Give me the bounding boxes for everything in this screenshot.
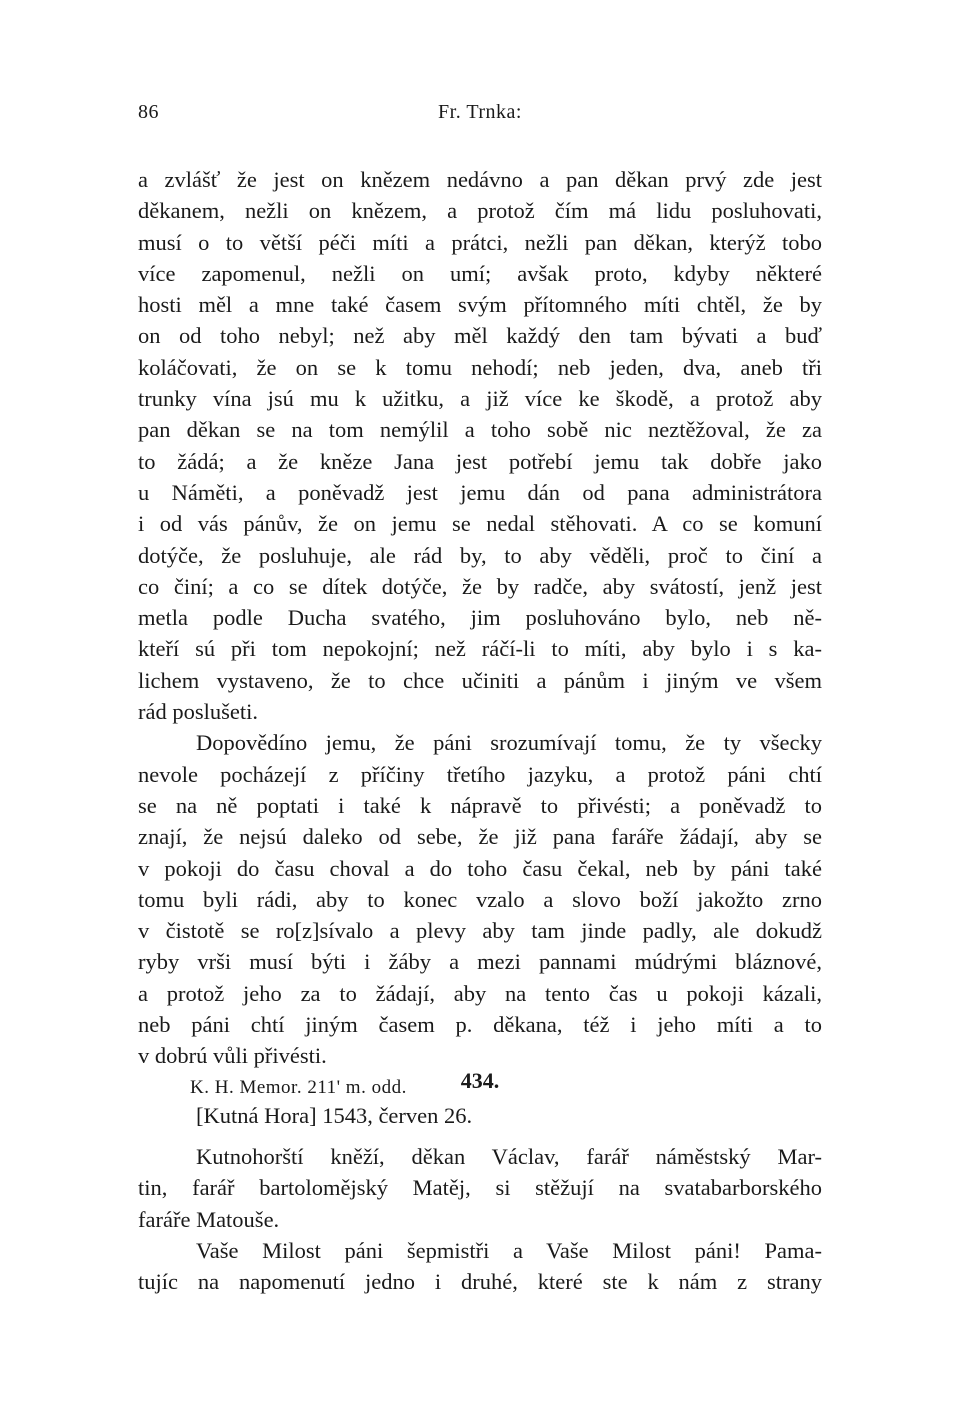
text-line: faráře Matouše. (138, 1206, 280, 1232)
text-line: on od toho nebyl; než aby měl každý den tam bývati a buď (138, 323, 822, 349)
text-line: děkanem, nežli on knězem, a protož čím má lidu posluhovati, (138, 198, 822, 224)
text-line: nevole pocházejí z příčiny třetího jazyku, a protož páni chtí (138, 761, 822, 787)
text-line: Kutnohorští kněží, děkan Václav, farář náměstský Mar- (196, 1144, 822, 1169)
running-title: Fr. Trnka: (438, 101, 522, 123)
text-line: Vaše Milost páni šepmistři a Vaše Milost páni! Pama- (196, 1237, 822, 1263)
text-line: lichem vystaveno, že to chce učiniti a pánům i jiným ve všem (138, 667, 822, 693)
text-line: v pokoji do času choval a do toho času čekal, neb by páni také (138, 855, 822, 881)
text-line: rád poslušeti. (138, 699, 258, 725)
text-line: znají, že nejsú daleko od sebe, že již pana faráře žádají, aby se (138, 824, 822, 850)
text-line: v dobrú vůli přivésti. (138, 1043, 327, 1069)
text-line: koláčovati, že on se k tomu nehodí; neb jeden, dva, aneb tři (138, 354, 822, 380)
text-line: tomu byli rádi, aby to konec vzalo a slovo boží jakožto zrno (138, 886, 822, 912)
text-line: metla podle Ducha svatého, jim posluhováno bylo, neb ně- (138, 605, 822, 631)
text-line: i od vás pánův, že on jemu se nedal stěhovati. A co se komuní (138, 511, 822, 537)
source-note: K. H. Memor. 211' m. odd. (190, 1076, 407, 1098)
text-line: a protož jeho za to žádají, aby na tento čas u pokoji kázali, (138, 980, 822, 1006)
paragraph-1 (138, 164, 822, 727)
text-line: dotýče, že posluhuje, ale rád by, to aby věděli, proč to činí a (138, 542, 822, 568)
paragraph-2 (138, 727, 822, 1071)
document-summary (138, 1141, 822, 1235)
text-line: tin, farář bartolomějský Matěj, si stěžují na svatabarborského (138, 1175, 822, 1201)
text-line: a zvlášť že jest on knězem nedávno a pan děkan prvý zde jest (138, 167, 822, 192)
text-line: Dopovědíno jemu, že páni srozumívají tomu, že ty všecky (196, 730, 822, 756)
text-line: kteří sú při tom nepokojní; než ráčí-li to míti, aby bylo i s ka- (138, 636, 822, 662)
document-number: 434. (460, 1068, 500, 1093)
main-text (138, 164, 822, 1103)
text-line: v čistotě se ro[z]sívalo a plevy aby tam jinde padly, ale dokudž (138, 918, 822, 944)
text-line: neb páni chtí jiným časem p. děkana, též i jeho míti a to (138, 1012, 822, 1038)
text-line: trunky vína jsú mu k užitku, a již více ke škodě, a protož aby (138, 386, 822, 412)
text-line: hosti měl a mne také časem svým přítomného míti chtěl, že by (138, 292, 822, 318)
text-line: u Náměti, a poněvadž jest jemu dán od pana administrátora (138, 479, 822, 505)
text-line: se na ně poptati i také k nápravě to přivésti; a poněvadž to (138, 792, 822, 818)
text-line: to žádá; a že kněze Jana jest potřebí jemu tak dobře jako (138, 448, 822, 474)
document-text (138, 1141, 822, 1297)
text-line: pan děkan se na tom nemýlil a toho sobě nic neztěžoval, že za (138, 417, 822, 443)
page-number: 86 (138, 101, 159, 123)
running-head (138, 101, 822, 131)
letter-start (138, 1235, 822, 1298)
text-line: co činí; a co se dítek dotýče, že by radče, aby svátostí, jenž jest (138, 573, 822, 599)
document-date: [Kutná Hora] 1543, červen 26. (196, 1103, 473, 1128)
text-line: tujíc na napomenutí jedno i druhé, které ste k nám z strany (138, 1269, 822, 1295)
text-line: více zapomenul, nežli on umí; avšak proto, kdyby některé (138, 260, 822, 286)
text-line: ryby vrši musí býti i žáby a mezi pannami múdrými bláznové, (138, 949, 822, 975)
text-line: musí o to větší péči míti a prátci, nežli pan děkan, kterýž tobo (138, 229, 822, 255)
